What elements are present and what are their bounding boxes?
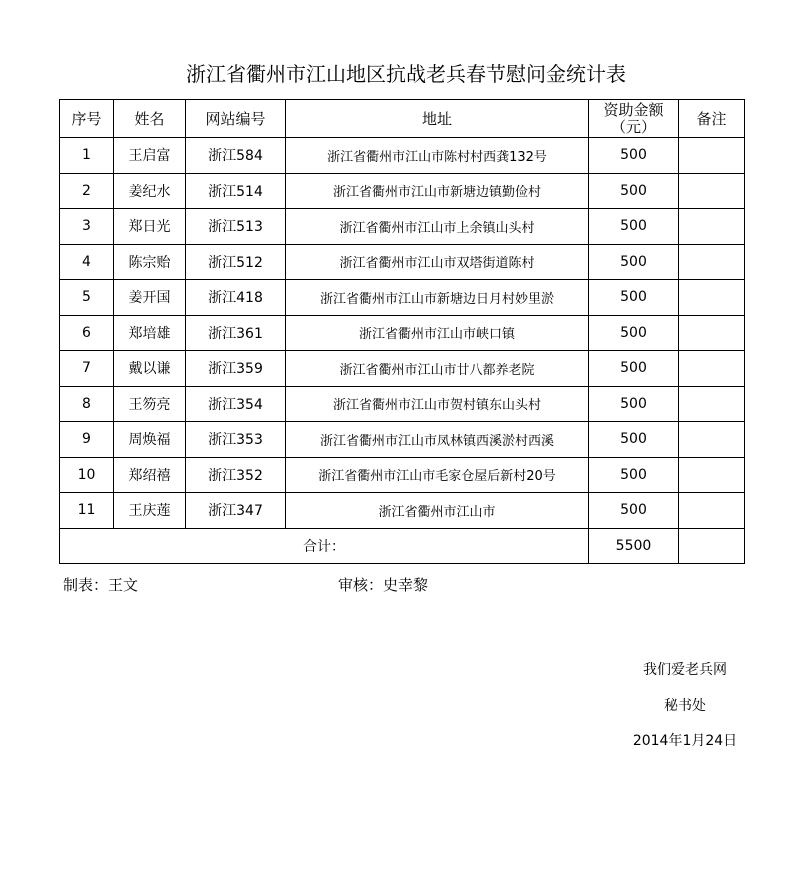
table-row <box>60 173 745 209</box>
cell-name: 姜开国 <box>114 280 186 316</box>
cell-address: 浙江省衢州市江山市 <box>286 493 589 529</box>
cell-code: 浙江352 <box>186 457 286 493</box>
cell-amount: 500 <box>589 209 679 245</box>
cell-note <box>679 280 745 316</box>
signature-dept: 秘书处 <box>664 698 706 714</box>
cell-code: 浙江514 <box>186 173 286 209</box>
cell-name: 陈宗贻 <box>114 244 186 280</box>
cell-address: 浙江省衢州市江山市峡口镇 <box>286 315 589 351</box>
cell-address: 浙江省衢州市江山市凤林镇西溪淤村西溪 <box>286 422 589 458</box>
cell-address: 浙江省衢州市江山市陈村村西龚132号 <box>286 138 589 174</box>
cell-amount: 500 <box>589 351 679 387</box>
cell-name: 王笏亮 <box>114 386 186 422</box>
table-row <box>60 280 745 316</box>
cell-note <box>679 493 745 529</box>
table-row <box>60 209 745 245</box>
cell-no: 6 <box>60 315 114 351</box>
header-amount <box>589 100 679 138</box>
page-title: 浙江省衢州市江山地区抗战老兵春节慰问金统计表 <box>186 62 626 86</box>
cell-note <box>679 138 745 174</box>
header-name: 姓名 <box>114 100 186 138</box>
table-row <box>60 351 745 387</box>
signature-date: 2014年1月24日 <box>632 733 738 749</box>
cell-note <box>679 173 745 209</box>
cell-name: 郑绍禧 <box>114 457 186 493</box>
table-row <box>60 422 745 458</box>
cell-code: 浙江418 <box>186 280 286 316</box>
cell-code: 浙江347 <box>186 493 286 529</box>
table-row <box>60 457 745 493</box>
signature-org: 我们爱老兵网 <box>643 662 727 678</box>
veterans-table <box>59 99 745 564</box>
cell-amount: 500 <box>589 457 679 493</box>
cell-name: 郑培雄 <box>114 315 186 351</box>
cell-no: 11 <box>60 493 114 529</box>
cell-no: 7 <box>60 351 114 387</box>
cell-amount: 500 <box>589 493 679 529</box>
table-header-row <box>60 100 745 138</box>
cell-amount: 500 <box>589 173 679 209</box>
cell-no: 9 <box>60 422 114 458</box>
cell-amount: 500 <box>589 422 679 458</box>
cell-code: 浙江361 <box>186 315 286 351</box>
cell-amount: 500 <box>589 315 679 351</box>
cell-amount: 500 <box>589 138 679 174</box>
cell-note <box>679 209 745 245</box>
cell-no: 2 <box>60 173 114 209</box>
cell-name: 周焕福 <box>114 422 186 458</box>
prepared-by: 制表：王文 <box>63 576 139 594</box>
cell-no: 1 <box>60 138 114 174</box>
cell-code: 浙江353 <box>186 422 286 458</box>
cell-no: 4 <box>60 244 114 280</box>
cell-address: 浙江省衢州市江山市上余镇山头村 <box>286 209 589 245</box>
cell-code: 浙江513 <box>186 209 286 245</box>
cell-name: 郑日光 <box>114 209 186 245</box>
header-amount-line2: （元） <box>610 117 656 136</box>
cell-note <box>679 457 745 493</box>
table-row <box>60 315 745 351</box>
cell-name: 姜纪水 <box>114 173 186 209</box>
cell-no: 3 <box>60 209 114 245</box>
cell-code: 浙江354 <box>186 386 286 422</box>
table-row <box>60 138 745 174</box>
cell-address: 浙江省衢州市江山市双塔街道陈村 <box>286 244 589 280</box>
cell-amount: 500 <box>589 386 679 422</box>
total-value: 5500 <box>589 528 679 563</box>
cell-note <box>679 244 745 280</box>
total-note <box>679 528 745 563</box>
total-label: 合计： <box>60 528 589 563</box>
cell-no: 8 <box>60 386 114 422</box>
cell-no: 10 <box>60 457 114 493</box>
cell-note <box>679 351 745 387</box>
cell-name: 王庆莲 <box>114 493 186 529</box>
cell-address: 浙江省衢州市江山市贺村镇东山头村 <box>286 386 589 422</box>
header-no: 序号 <box>60 100 114 138</box>
cell-address: 浙江省衢州市江山市廿八都养老院 <box>286 351 589 387</box>
table-row <box>60 493 745 529</box>
cell-no: 5 <box>60 280 114 316</box>
table-row <box>60 244 745 280</box>
table-body <box>60 138 745 529</box>
cell-address: 浙江省衢州市江山市新塘边镇勤俭村 <box>286 173 589 209</box>
cell-code: 浙江359 <box>186 351 286 387</box>
cell-code: 浙江512 <box>186 244 286 280</box>
cell-address: 浙江省衢州市江山市毛家仓屋后新村20号 <box>286 457 589 493</box>
cell-note <box>679 315 745 351</box>
header-address: 地址 <box>286 100 589 138</box>
table-row <box>60 386 745 422</box>
cell-note <box>679 386 745 422</box>
cell-name: 戴以谦 <box>114 351 186 387</box>
cell-note <box>679 422 745 458</box>
header-note: 备注 <box>679 100 745 138</box>
total-row <box>60 528 745 563</box>
reviewed-by: 审核：史幸黎 <box>338 576 429 594</box>
cell-address: 浙江省衢州市江山市新塘边日月村妙里淤 <box>286 280 589 316</box>
header-code: 网站编号 <box>186 100 286 138</box>
cell-code: 浙江584 <box>186 138 286 174</box>
cell-name: 王启富 <box>114 138 186 174</box>
cell-amount: 500 <box>589 280 679 316</box>
cell-amount: 500 <box>589 244 679 280</box>
header-amount-line1: 资助金额 <box>603 100 664 119</box>
